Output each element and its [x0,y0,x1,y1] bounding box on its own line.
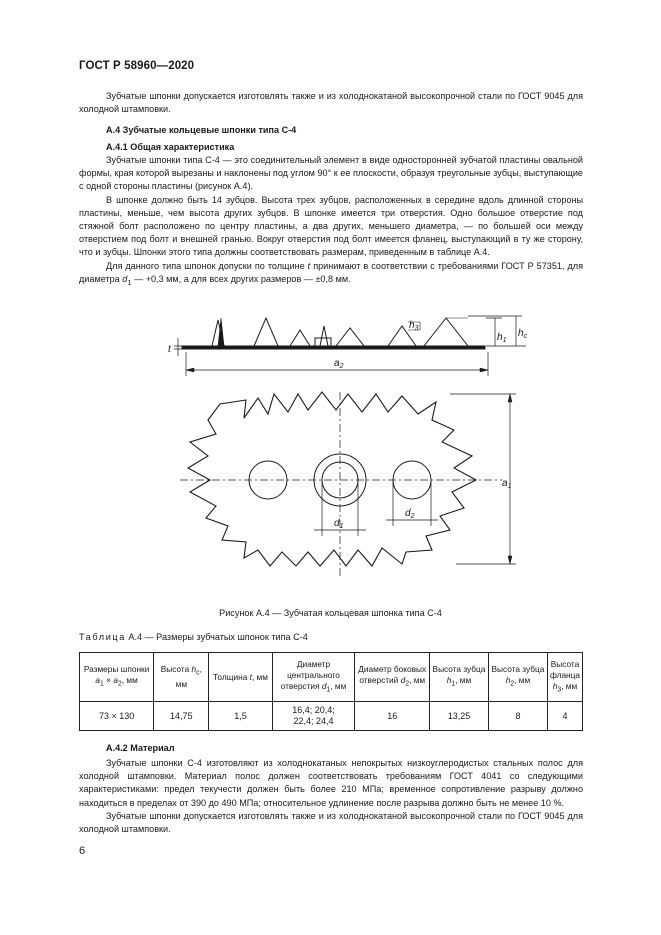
label-a2: $a_2$ [334,358,344,370]
table-caption: Таблица А.4 — Размеры зубчатых шпонок типа С-4 [79,632,308,642]
cell-size: 73 × 130 [80,702,154,731]
header-size: Размеры шпонки $a_1 \times a_2$, мм [80,653,154,702]
cell-tooth-height-2: 8 [488,702,547,731]
general-paragraph-2: В шпонке должно быть 14 зубцов. Высота трех зубцов, расположенных в середине вдоль длинной стороны пластины, меньше, чем высота других зубцов. В шпонке имеется три отверстия. Одно большое отверстие под стяжной болт расположено по центру пластины, а два других, меньшего диаметра, — по большей оси между отверстием под болт и внешней гранью. Вокруг отверстия под болт имеется фланец, выступающий в ту же сторону, что и зубцы. Шпонки этого типа должны соответствовать размерам, приведенным в таблице А.4. [79,194,583,258]
document-header: ГОСТ Р 58960—2020 [79,60,195,72]
label-d1: $d_1$ [334,518,344,530]
header-side-diameter: Диаметр боковых отверстий $d_2$, мм [355,653,430,702]
header-tooth-height-1: Высота зубца $h_1$, мм [430,653,489,702]
cell-tooth-height-1: 13,25 [430,702,489,731]
figure-caption: Рисунок А.4 — Зубчатая кольцевая шпонка типа С-4 [219,608,442,618]
plan-view [180,392,516,576]
header-thickness: Толщина t, мм [209,653,272,702]
cell-height: 14,75 [154,702,209,731]
general-text-block [79,154,583,289]
material-text-block [79,757,583,836]
intro-paragraph: Зубчатые шпонки допускается изготовлять также и из холоднокатаной высокопрочной стали по ГОСТ 9045 для холодной штамповки. [79,91,583,115]
subsection-title-general: А.4.1 Общая характеристика [106,142,235,152]
label-a1: $a_1$ [502,478,512,490]
label-h3: $h_3$ [409,320,419,332]
table-header-row [80,653,583,702]
label-h1: $h_1$ [497,332,507,344]
side-view [174,316,526,376]
header-flange-height: Высота фланца $h_3$, мм [547,653,582,702]
dimensions-table [79,652,583,731]
cell-central-diameter: 16,4; 20,4; 22,4; 24,4 [272,702,355,731]
subsection-title-material: А.4.2 Материал [106,743,175,753]
cell-flange-height: 4 [547,702,582,731]
page-number: 6 [79,845,86,857]
header-central-diameter: Диаметр центрального отверстия $d_1$, мм [272,653,355,702]
general-paragraph-1: Зубчатые шпонки типа С-4 — это соединительный элемент в виде односторонней зубчатой пластины овальной формы, края которой вырезаны и наклонены под углом 90° к ее плоскости, образуя треугольные зубцы, выступающие с одной стороны пластины (рисунок А.4). [79,155,583,192]
section-title: А.4 Зубчатые кольцевые шпонки типа С-4 [106,125,297,135]
label-t: t [168,344,171,355]
material-paragraph-1: Зубчатые шпонки С-4 изготовляют из холоднокатаных непокрытых низкоуглеродистых стальных полос для холодной штамповки. Материал полос должен соответствовать требованиям ГОСТ 4041 со следующими характеристиками: предел текучести должен быть более 210 МПа; временное сопротивление разрыву должно находиться в пределах от 390 до 490 МПа; относительное удлинение после разрыва должно быть не менее 10 %. [79,758,583,808]
cell-side-diameter: 16 [355,702,430,731]
material-paragraph-2: Зубчатые шпонки допускается изготовлять также и из холоднокатаной высокопрочной стали по ГОСТ 9045 для холодной штамповки. [79,810,583,835]
general-paragraph-3: Для данного типа шпонок допуски по толщине t принимают в соответствии с требованиями ГОСТ Р 57351, для диаметра $d_1$ — +0,3 мм, а для всех других размеров — ±0,8 мм. [79,260,583,287]
cell-thickness: 1,5 [209,702,272,731]
header-height: Высота $h_c$, мм [154,653,209,702]
label-hc: $h_c$ [518,328,528,340]
header-tooth-height-2: Высота зубца $h_2$, мм [488,653,547,702]
label-d2: $d_2$ [405,508,415,520]
key-drawing [150,308,530,598]
intro-block [79,90,583,116]
table-row [80,702,583,731]
